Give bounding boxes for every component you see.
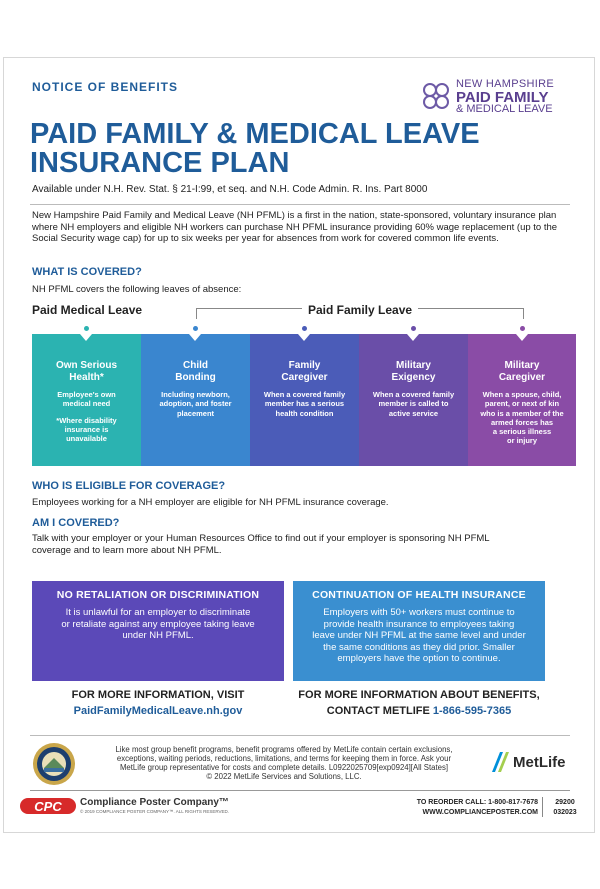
divider xyxy=(30,735,570,736)
eligible-text: Employees working for a NH employer are eligible for NH PFML insurance coverage. xyxy=(32,497,389,508)
leave-title-2: Child Bonding xyxy=(175,360,216,383)
title-line-1: PAID FAMILY & MEDICAL LEAVE xyxy=(30,118,480,150)
medical-leave-label: Paid Medical Leave xyxy=(32,303,143,317)
leave-title-1: Own Serious Health* xyxy=(55,360,118,383)
leave-title-3: Family Caregiver xyxy=(281,360,328,383)
logo-line-1: NEW HAMPSHIRE xyxy=(456,78,555,90)
leave-military-exigency xyxy=(359,334,468,466)
intro-paragraph: New Hampshire Paid Family and Medical Leave (NH PFML) is a first in the nation, state-sponsored, voluntary insurance plan where NH employers and eligible NH workers can purchase NH PFML insurance providing 60% wage replacement (up to the Social Security wage cap) for up to six weeks per year for absences from work for covered common life events. xyxy=(32,210,558,245)
poster-code: 29200 032023 xyxy=(553,799,577,816)
leave-desc-4: When a covered family member is called to active service xyxy=(372,390,455,418)
svg-text:CPC: CPC xyxy=(34,799,62,814)
leave-family-caregiver xyxy=(250,334,359,466)
covered-heading: WHAT IS COVERED? xyxy=(32,266,142,278)
leave-dot-4 xyxy=(411,326,416,331)
covered-text: NH PFML covers the following leaves of absence: xyxy=(32,284,242,295)
footer-separator xyxy=(542,797,543,817)
leave-notch xyxy=(80,334,92,341)
cpc-logo-icon xyxy=(20,797,76,815)
metlife-disclaimer: Like most group benefit programs, benefit programs offered by MetLife contain certain exclusions, exceptions, waiting periods, reductions, limitations, and terms for keeping them in force. Ask your MetLife group representative for costs and complete details. L0922025709[exp0924][All States] © 2022 MetLife Services and Solutions, LLC. xyxy=(115,745,453,781)
leave-own-serious-health xyxy=(32,334,141,466)
leave-dot-2 xyxy=(193,326,198,331)
leave-military-caregiver xyxy=(468,334,576,466)
leave-dot-3 xyxy=(302,326,307,331)
more-info-contact: FOR MORE INFORMATION ABOUT BENEFITS, CONTACT METLIFE 1-866-595-7365 xyxy=(298,689,540,717)
pfml-website-link[interactable]: PaidFamilyMedicalLeave.nh.gov xyxy=(73,705,243,717)
leave-notch xyxy=(407,334,419,341)
leave-notch xyxy=(189,334,201,341)
leave-dot-1 xyxy=(84,326,89,331)
family-leave-label: Paid Family Leave xyxy=(302,303,418,317)
leave-notch xyxy=(516,334,528,341)
health-insurance-body: Employers with 50+ workers must continue to provide health insurance to employees taking leave under NH PFML at the same level and under the same conditions as they did prior. Smaller employers have the option to continue. xyxy=(312,607,526,664)
health-insurance-box xyxy=(293,581,545,681)
am-covered-text-1: Talk with your employer or your Human Resources Office to find out if your employer is sponsoring NH PFML xyxy=(32,533,490,544)
leave-desc-5: When a spouse, child, parent, or next of kin who is a member of the armed forces has a serious illness or injury xyxy=(480,390,564,446)
health-insurance-title: CONTINUATION OF HEALTH INSURANCE xyxy=(312,589,526,601)
leave-desc-1: Employee's own medical need xyxy=(57,390,116,409)
am-covered-text-2: coverage and to learn more about NH PFML. xyxy=(32,545,222,556)
more-info-visit: FOR MORE INFORMATION, VISIT PaidFamilyMedicalLeave.nh.gov xyxy=(32,687,284,719)
cpc-copyright: © 2019 COMPLIANCE POSTER COMPANY™. ALL RIGHTS RESERVED. xyxy=(80,809,230,814)
no-retaliation-box xyxy=(32,581,284,681)
no-retaliation-body: It is unlawful for an employer to discriminate or retaliate against any employee taking leave under NH PFML. xyxy=(61,607,255,641)
metlife-phone-link[interactable]: 1-866-595-7365 xyxy=(432,705,512,717)
leave-note-1: *Where disability insurance is unavailable xyxy=(56,415,117,444)
leave-child-bonding xyxy=(141,334,250,466)
divider xyxy=(30,204,570,205)
leave-desc-2: Including newborn, adoption, and foster placement xyxy=(159,390,232,418)
pfml-knot-icon xyxy=(420,80,452,112)
page-title xyxy=(30,120,570,178)
leave-title-4: Military Exigency xyxy=(391,360,436,383)
leave-notch xyxy=(298,334,310,341)
am-covered-heading: AM I COVERED? xyxy=(32,517,120,529)
statute-subtitle: Available under N.H. Rev. Stat. § 21-I:99, et seq. and N.H. Code Admin. R. Ins. Part 8000 xyxy=(32,184,428,195)
leave-types xyxy=(32,334,576,466)
metlife-mark-icon xyxy=(492,752,512,772)
title-line-2: INSURANCE PLAN xyxy=(30,147,290,179)
metlife-wordmark: MetLife xyxy=(513,754,566,771)
leave-title-5: Military Caregiver xyxy=(498,360,546,383)
no-retaliation-title: NO RETALIATION OR DISCRIMINATION xyxy=(56,589,260,601)
leave-desc-3: When a covered family member has a serious health condition xyxy=(263,390,346,418)
logo-line-3: & MEDICAL LEAVE xyxy=(456,103,553,115)
nh-pfml-logo xyxy=(420,78,580,116)
cpc-company-name: Compliance Poster Company™ xyxy=(80,797,229,808)
divider xyxy=(30,790,570,791)
logo-line-2: PAID FAMILY xyxy=(456,89,549,106)
reorder-info: TO REORDER CALL: 1-800-817-7678 WWW.COMPLIANCEPOSTER.COM xyxy=(416,799,538,816)
leave-dot-5 xyxy=(520,326,525,331)
nh-state-seal-icon xyxy=(32,742,76,786)
notice-label: NOTICE OF BENEFITS xyxy=(32,80,179,94)
eligible-heading: WHO IS ELIGIBLE FOR COVERAGE? xyxy=(32,480,226,492)
